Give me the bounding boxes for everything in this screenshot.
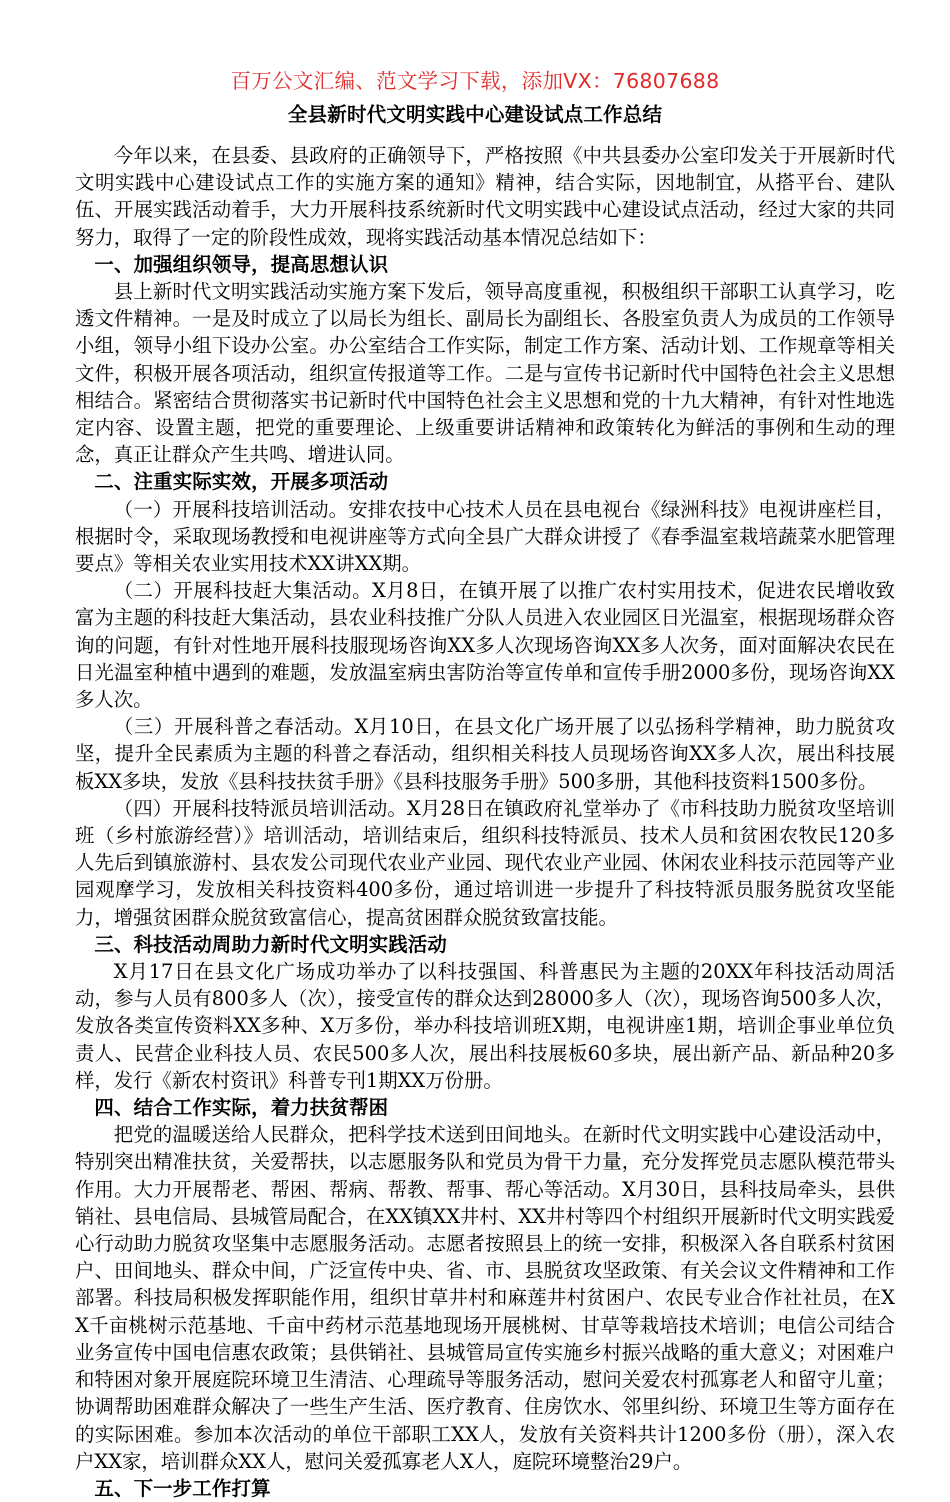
section-4-paragraph-1: 把党的温暖送给人民群众，把科学技术送到田间地头。在新时代文明实践中心建设活动中，特别突出精准扶贫，关爱帮扶，以志愿服务队和党员为骨干力量，充分发挥党员志愿队模范带头作用。大力开展帮老、帮困、帮病、帮教、帮事、帮心等活动。X月30日，县科技局牵头，县供销社、县电信局、县城管局配合，在XX镇XX井村、XX井村等四个村组织开展新时代文明实践爱心行动助力脱贫攻坚集中志愿服务活动。志愿者按照县上的统一安排，积极深入各自联系村贫困户、田间地头、群众中间，广泛宣传中央、省、市、县脱贫攻坚政策、有关会议文件精神和工作部署。科技局积极发挥职能作用，组织甘草井村和麻莲井村贫困户、农民专业合作社社员，在XX千亩桃树示范基地、千亩中药材示范基地现场开展桃树、甘草等栽培技术培训；电信公司结合业务宣传中国电信惠农政策；县供销社、县城管局宣传实施乡村振兴战略的重大意义；对困难户和特困对象开展庭院环境卫生清洁、心理疏导等服务活动，慰问关爱农村孤寡老人和留守儿童；协调帮助困难群众解决了一些生产生活、医疗教育、住房饮水、邻里纠纷、环境卫生等方面存在的实际困难。参加本次活动的单位干部职工XX人，发放有关资料共计1200多份（册），深入农户XX家，培训群众XX人，慰问关爱孤寡老人X人，庭院环境整治29户。 bbox=[75, 1123, 895, 1473]
section-2-paragraph-1: （一）开展科技培训活动。安排农技中心技术人员在县电视台《绿洲科技》电视讲座栏目，根据时令，采取现场教授和电视讲座等方式向全县广大群众讲授了《春季温室栽培蔬菜水肥管理要点》等相关农业实用技术XX讲XX期。 bbox=[75, 497, 895, 575]
section-heading-2: 二、注重实际实效，开展多项活动 bbox=[94, 470, 389, 494]
section-heading-5: 五、下一步工作打算 bbox=[94, 1476, 271, 1500]
page-title: 全县新时代文明实践中心建设试点工作总结 bbox=[287, 102, 663, 126]
section-heading-3: 三、科技活动周助力新时代文明实践活动 bbox=[94, 932, 448, 956]
section-1-paragraph-1: 县上新时代文明实践活动实施方案下发后，领导高度重视，积极组织干部职工认真学习，吃透文件精神。一是及时成立了以局长为组长、副局长为副组长、各股室负责人为成员的工作领导小组，领导小组下设办公室。办公室结合工作实际，制定工作方案、活动计划、工作规章等相关文件，积极开展各项活动，组织宣传报道等工作。二是与宣传书记新时代中国特色社会主义思想相结合。紧密结合贯彻落实书记新时代中国特色社会主义思想和党的十九大精神，有针对性地选定内容、设置主题，把党的重要理论、上级重要讲话精神和政策转化为鲜活的事例和生动的理念，真正让群众产生共鸣、增进认同。 bbox=[75, 279, 895, 467]
section-heading-4: 四、结合工作实际，着力扶贫帮困 bbox=[94, 1096, 389, 1120]
section-2-paragraph-4: （四）开展科技特派员培训活动。X月28日在镇政府礼堂举办了《市科技助力脱贫攻坚培训班（乡村旅游经营）》培训活动，培训结束后，组织科技特派员、技术人员和贫困农牧民120多人先后到镇旅游村、县农发公司现代农业产业园、现代农业产业园、休闲农业科技示范园等产业园观摩学习，发放相关科技资料400多份，通过培训进一步提升了科技特派员服务脱贫攻坚能力，增强贫困群众脱贫致富信心，提高贫困群众脱贫致富技能。 bbox=[75, 796, 895, 929]
section-2-paragraph-2: （二）开展科技赶大集活动。X月8日，在镇开展了以推广农村实用技术，促进农民增收致富为主题的科技赶大集活动，县农业科技推广分队人员进入农业园区日光温室，根据现场群众咨询的问题，有针对性地开展科技服现场咨询XX多人次现场咨询XX多人次务，面对面解决农民在日光温室种植中遇到的难题，发放温室病虫害防治等宣传单和宣传手册2000多份，现场咨询XX多人次。 bbox=[75, 579, 895, 712]
intro-paragraph: 今年以来，在县委、县政府的正确领导下，严格按照《中共县委办公室印发关于开展新时代文明实践中心建设试点工作的实施方案的通知》精神，结合实际，因地制宜，从搭平台、建队伍、开展实践活动着手，大力开展科技系统新时代文明实践中心建设试点活动，经过大家的共同努力，取得了一定的阶段性成效，现将实践活动基本情况总结如下： bbox=[75, 143, 895, 249]
section-3-paragraph-1: X月17日在县文化广场成功举办了以科技强国、科普惠民为主题的20XX年科技活动周活动，参与人员有800多人（次），接受宣传的群众达到28000多人（次），现场咨询500多人次，发放各类宣传资料XX多种、X万多份，举办科技培训班X期，电视讲座1期，培训企事业单位负责人、民营企业科技人员、农民500多人次，展出科技展板60多块，展出新产品、新品种20多样，发行《新农村资讯》科普专刊1期XX万份册。 bbox=[75, 960, 895, 1092]
section-2-paragraph-3: （三）开展科普之春活动。X月10日，在县文化广场开展了以弘扬科学精神，助力脱贫攻坚，提升全民素质为主题的科普之春活动，组织相关科技人员现场咨询XX多人次，展出科技展板XX多块，发放《县科技扶贫手册》《县科技服务手册》500多册，其他科技资料1500多份。 bbox=[75, 715, 895, 793]
section-heading-1: 一、加强组织领导，提高思想认识 bbox=[94, 252, 389, 276]
promo-watermark: 百万公文汇编、范文学习下载，添加VX：76807688 bbox=[230, 69, 720, 93]
document-body bbox=[0, 126, 950, 1502]
